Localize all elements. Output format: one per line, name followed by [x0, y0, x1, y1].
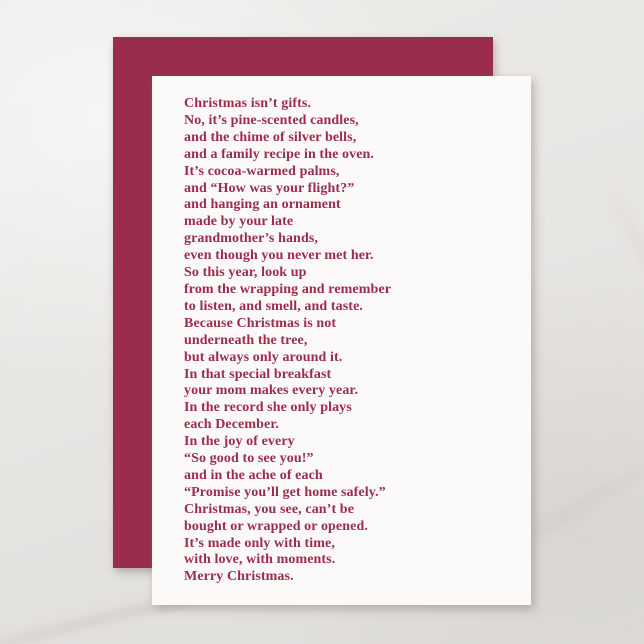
poem-line: grandmother’s hands, — [184, 231, 318, 247]
poem-line: with love, with moments. — [184, 552, 336, 568]
poem-line: from the wrapping and remember — [184, 281, 392, 297]
poem-line: It’s made only with time, — [184, 535, 335, 551]
poem-line: underneath the tree, — [184, 332, 308, 348]
poem-line: and hanging an ornament — [184, 197, 341, 213]
poem-line: each December. — [184, 417, 279, 433]
poem-line: made by your late — [184, 214, 294, 230]
poem-line: “Promise you’ll get home safely.” — [184, 484, 386, 500]
poem-line: bought or wrapped or opened. — [184, 518, 368, 534]
poem-text — [184, 96, 517, 586]
marble-vein — [606, 187, 644, 420]
poem-line: In that special breakfast — [184, 366, 332, 382]
poem-line: Christmas isn’t gifts. — [184, 96, 312, 111]
poem-line: Christmas, you see, can’t be — [184, 501, 355, 517]
poem-line: It’s cocoa-warmed palms, — [184, 163, 340, 179]
poem-line: and the chime of silver bells, — [184, 129, 357, 145]
poem-line: but always only around it. — [184, 349, 343, 365]
poem-line: Merry Christmas. — [184, 569, 294, 585]
poem-line: and in the ache of each — [184, 467, 323, 483]
poem-line: and “How was your flight?” — [184, 180, 355, 196]
poem-line: Because Christmas is not — [184, 315, 337, 331]
poem-line: to listen, and smell, and taste. — [184, 298, 363, 314]
poem-line: and a family recipe in the oven. — [184, 146, 374, 162]
poem-line: In the joy of every — [184, 434, 295, 450]
poem-line: “So good to see you!” — [184, 451, 314, 467]
poem-line: even though you never met her. — [184, 248, 374, 264]
poem-line: So this year, look up — [184, 265, 307, 281]
front-card — [152, 76, 531, 605]
poem-line: your mom makes every year. — [184, 383, 359, 399]
poem-line: In the record she only plays — [184, 400, 352, 416]
poem-line: No, it’s pine-scented candles, — [184, 112, 359, 128]
